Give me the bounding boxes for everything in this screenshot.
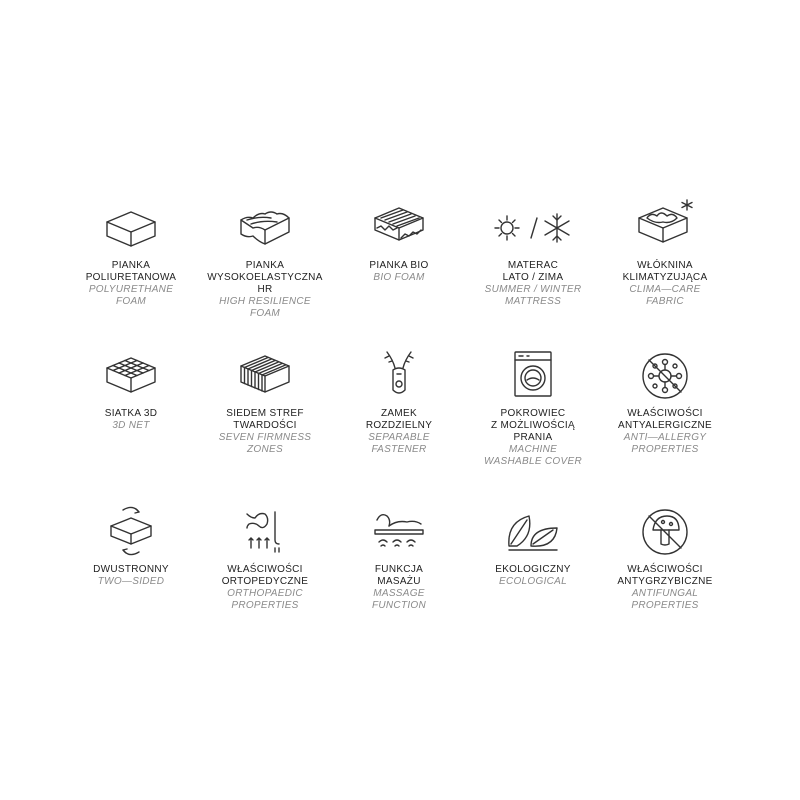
net-block-icon (99, 344, 163, 408)
feature-label: FUNKCJA MASAŻU (374, 564, 424, 587)
feature-antifungal (590, 500, 740, 612)
foam-block-icon (99, 196, 163, 260)
zipper-icon (367, 344, 431, 408)
feature-sub: ANTI—ALLERGY PROPERTIES (623, 432, 707, 455)
feature-massage (324, 500, 474, 612)
feature-sub: HIGH RESILIENCE FOAM (219, 296, 311, 319)
feature-seven-zones (190, 344, 340, 456)
orthopaedic-icon (233, 500, 297, 564)
washing-machine-icon (501, 344, 565, 408)
feature-sub: SEPARABLE FASTENER (368, 432, 430, 455)
feature-sub: TWO—SIDED (97, 576, 165, 587)
feature-label: WŁÓKNINA KLIMATYZUJĄCA (622, 260, 708, 283)
feature-label: SIATKA 3D (104, 408, 158, 419)
feature-orthopaedic (190, 500, 340, 612)
feature-anti-allergy (590, 344, 740, 456)
hr-foam-icon (233, 196, 297, 260)
feature-summer-winter (458, 196, 608, 308)
feature-sub: CLIMA—CARE FABRIC (629, 284, 701, 307)
feature-sub: MASSAGE FUNCTION (371, 588, 427, 611)
feature-label: WŁAŚCIWOŚCI ANTYALERGICZNE (617, 408, 713, 431)
feature-label: WŁAŚCIWOŚCI ORTOPEDYCZNE (221, 564, 309, 587)
feature-separable-fastener (324, 344, 474, 456)
feature-label: MATERAC LATO / ZIMA (502, 260, 564, 283)
feature-hr-foam (190, 196, 340, 320)
feature-polyurethane-foam (56, 196, 206, 308)
feature-label: WŁAŚCIWOŚCI ANTYGRZYBICZNE (617, 564, 713, 587)
feature-label: DWUSTRONNY (93, 564, 169, 575)
feature-label: ZAMEK ROZDZIELNY (365, 408, 433, 431)
feature-sub: MACHINE WASHABLE COVER (484, 444, 582, 467)
bio-foam-icon (367, 196, 431, 260)
feature-washable-cover (458, 344, 608, 468)
feature-label: PIANKA WYSOKOELASTYCZNA HR (207, 260, 323, 295)
leaves-icon (501, 500, 565, 564)
feature-label: SIEDEM STREF TWARDOŚCI (226, 408, 304, 431)
antifungal-icon (633, 500, 697, 564)
feature-two-sided (56, 500, 206, 588)
feature-sub: SUMMER / WINTER MATTRESS (484, 284, 582, 307)
feature-sub: ECOLOGICAL (498, 576, 568, 587)
feature-bio-foam (324, 196, 474, 284)
feature-sub: BIO FOAM (373, 272, 425, 283)
feature-sub: ANTIFUNGAL PROPERTIES (631, 588, 699, 611)
feature-sub: POLYURETHANE FOAM (88, 284, 174, 307)
feature-ecological (458, 500, 608, 588)
feature-label: PIANKA POLIURETANOWA (85, 260, 177, 283)
feature-sub: ORTHOPAEDIC PROPERTIES (227, 588, 303, 611)
sun-snowflake-icon (493, 196, 573, 260)
feature-clima-fabric (590, 196, 740, 308)
seven-zones-icon (233, 344, 297, 408)
anti-allergy-icon (633, 344, 697, 408)
feature-label: POKROWIEC Z MOŻLIWOŚCIĄ PRANIA (491, 408, 575, 443)
two-sided-icon (99, 500, 163, 564)
feature-sub: 3D NET (112, 420, 150, 431)
feature-sub: SEVEN FIRMNESS ZONES (218, 432, 312, 455)
feature-label: EKOLOGICZNY (495, 564, 571, 575)
massage-icon (367, 500, 431, 564)
feature-label: PIANKA BIO (369, 260, 429, 271)
clima-fabric-icon (633, 196, 697, 260)
feature-3d-net (56, 344, 206, 432)
